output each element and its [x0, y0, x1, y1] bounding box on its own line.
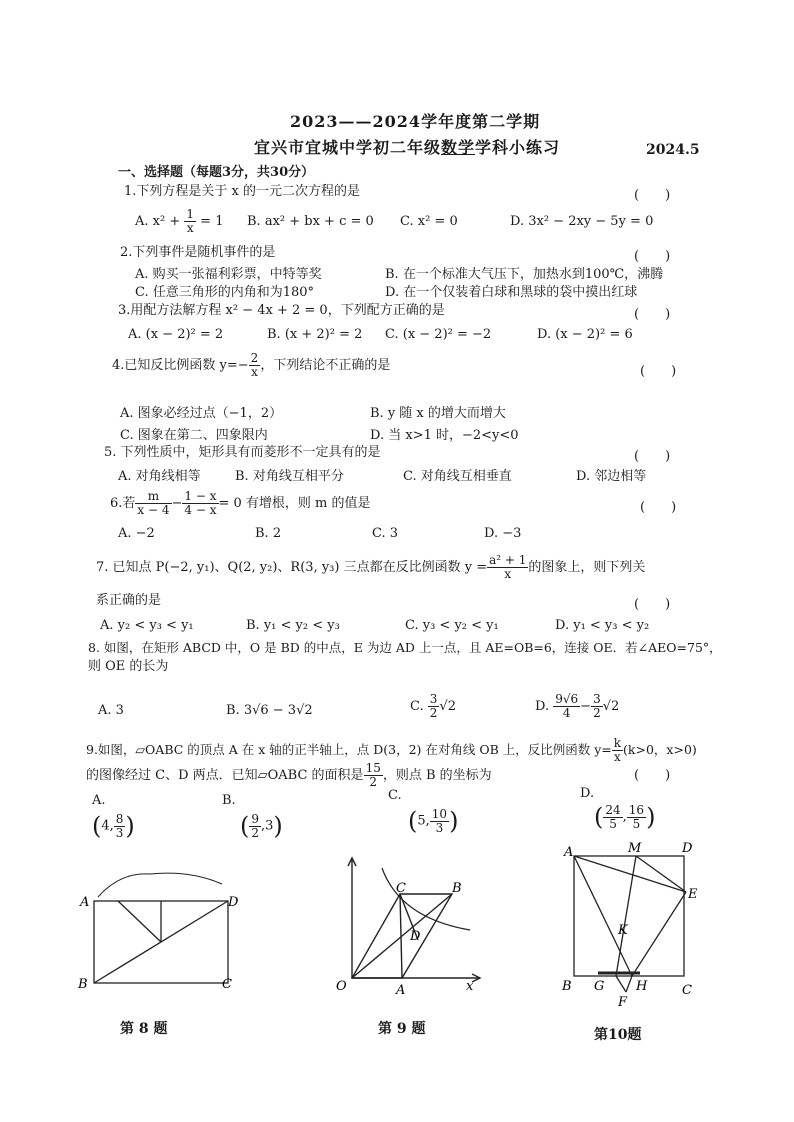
q6-option-d: D. −3 — [484, 526, 522, 541]
q1-option-d: D. 3x² − 2xy − 5y = 0 — [510, 214, 654, 229]
q9-a-x: 4, — [101, 818, 114, 834]
q4-option-b: B. y 随 x 的增大而增大 — [370, 406, 506, 421]
q9-option-c: C. (5, $\frac{10}{3}$ ) — [388, 788, 459, 835]
q9-b-num: 9 — [251, 811, 260, 826]
q1-a-post: = 1 — [200, 214, 224, 229]
q6-post: = 0 有增根，则 m 的值是 — [218, 496, 371, 511]
q4-option-c: C. 图象在第二、四象限内 — [120, 428, 268, 443]
q8-d-d2: 2 — [593, 706, 601, 720]
q6-answer-paren: ( ) — [640, 500, 677, 515]
q9-s-den: 2 — [369, 775, 378, 789]
q6-pre: 6.若 — [110, 496, 136, 511]
q3-option-b: B. (x + 2)² = 2 — [267, 327, 363, 342]
q7-answer-paren: ( ) — [634, 597, 671, 612]
q8-d-post: √2 — [602, 699, 620, 714]
q7-stem-pre: 7. 已知点 P(−2, y₁)、Q(2, y₂)、R(3, y₃) 三点都在反比例函数 y = — [96, 560, 488, 575]
q1-answer-paren: ( ) — [634, 188, 671, 203]
q2-option-a: A. 购买一张福利彩票，中特等奖 — [135, 267, 322, 282]
fig10-label-b: B — [562, 979, 572, 994]
q7-option-a: A. y₂ < y₃ < y₁ — [100, 618, 194, 633]
fig8-label-d: D — [228, 895, 239, 910]
q9-s-num: 15 — [365, 761, 381, 775]
q6-option-a: A. −2 — [118, 526, 155, 541]
q7-option-d: D. y₁ < y₃ < y₂ — [555, 618, 650, 633]
q6-option-c: C. 3 — [372, 526, 399, 541]
subject: 数学 — [441, 138, 476, 157]
q3-option-a: A. (x − 2)² = 2 — [128, 327, 224, 342]
fig10-label-k: K — [618, 923, 628, 938]
q2-answer-paren: ( ) — [634, 249, 671, 264]
q8-c-post: √2 — [439, 699, 456, 714]
fig9-label-b: B — [452, 881, 462, 896]
q1-a-label: A. — [135, 214, 149, 229]
q8-c-num: 3 — [429, 692, 438, 706]
q1-option-c: C. x² = 0 — [400, 214, 458, 229]
q9-d-label: D. — [580, 786, 595, 801]
q6-d1: x − 4 — [137, 503, 170, 517]
fig10-label-f: F — [618, 995, 628, 1010]
q9-a-den: 3 — [115, 825, 124, 840]
q9-a-num: 8 — [115, 811, 124, 826]
q9-stem2-post: ，则点 B 的坐标为 — [382, 768, 492, 783]
q5-answer-paren: ( ) — [634, 449, 671, 464]
fig8-caption: 第 8 题 — [120, 1021, 168, 1037]
q5-option-a: A. 对角线相等 — [118, 469, 201, 484]
fig10-caption: 第10题 — [594, 1027, 642, 1043]
q9-d-n1: 24 — [605, 802, 621, 817]
q1-a-pre: x² + — [152, 214, 181, 229]
q2-option-b: B. 在一个标准大气压下，加热水到100℃，沸腾 — [385, 267, 664, 282]
header-line1: 2023——2024学年度第二学期 — [290, 112, 541, 131]
fig9-label-d: D — [410, 929, 421, 944]
q9-b-y: ,3 — [261, 818, 274, 834]
q8-d-d1: 4 — [562, 706, 571, 720]
q7-num: a² + 1 — [489, 553, 527, 567]
q9-option-a: A. (4, $\frac{8}{3}$ ) — [92, 793, 135, 840]
fig8-label-a: A — [80, 895, 90, 910]
q8-d-n2: 3 — [593, 692, 601, 706]
q8-stem: 8. 如图，在矩形 ABCD 中，O 是 BD 的中点，E 为边 AD 上一点，且 AE=OB=6，连接 OE．若∠AEO=75°， — [88, 640, 722, 655]
fig9-caption: 第 9 题 — [378, 1021, 426, 1037]
q8-option-a: A. 3 — [98, 703, 124, 718]
q3-option-c: C. (x − 2)² = −2 — [385, 327, 492, 342]
fig10-label-a: A — [564, 845, 574, 860]
q7-option-c: C. y₃ < y₂ < y₁ — [405, 618, 499, 633]
q8-stem2: 则 OE 的长为 — [88, 659, 169, 674]
q4-option-a: A. 图象必经过点（−1，2） — [120, 406, 283, 421]
q8-d-n1: 9√6 — [555, 692, 579, 706]
fig9-label-c: C — [396, 881, 406, 896]
q9-k: k — [613, 736, 622, 750]
q9-c-x: 5, — [417, 813, 430, 829]
q2-option-c: C. 任意三角形的内角和为180° — [135, 285, 315, 300]
fig9-label-x: x — [466, 979, 474, 994]
q6-n1: m — [135, 490, 171, 504]
q9-stem-text: 9.如图，▱OABC 的顶点 A 在 x 轴的正半轴上，点 D(3，2) 在对角线 OB 上，反比例函数 y= — [86, 742, 612, 757]
fig10-label-g: G — [594, 979, 605, 994]
q5-option-d: D. 邻边相等 — [576, 469, 647, 484]
q3-answer-paren: ( ) — [634, 307, 671, 322]
q9-x: x — [614, 750, 621, 764]
practice-label: 学科小练习 — [475, 138, 561, 157]
q4-option-d: D. 当 x>1 时，−2<y<0 — [370, 428, 519, 443]
q1-stem: 1.下列方程是关于 x 的一元二次方程的是 — [124, 184, 360, 199]
q9-d-n2: 16 — [628, 802, 645, 817]
q7-den: x — [504, 567, 512, 581]
fig10-label-d: D — [682, 841, 693, 856]
q1-a-num: 1 — [186, 207, 195, 221]
q6-d2: 4 − x — [184, 503, 217, 517]
q1-option-b: B. ax² + bx + c = 0 — [247, 214, 374, 229]
q8-c-den: 2 — [429, 706, 438, 720]
q9-d-d2: 5 — [632, 816, 641, 831]
header-date: 2024.5 — [646, 142, 700, 158]
q9-b-label: B. — [222, 793, 236, 808]
q4-stem-pre: 4.已知反比例函数 y=− — [112, 358, 249, 373]
fig9-label-o: O — [336, 979, 347, 994]
q9-answer-paren: ( ) — [634, 768, 671, 783]
q9-a-label: A. — [92, 793, 106, 808]
q9-c-num: 10 — [431, 806, 448, 821]
q9-b-den: 2 — [251, 825, 260, 840]
fig10-label-h: H — [636, 979, 648, 994]
q2-option-d: D. 在一个仅装着白球和黑球的袋中摸出红球 — [385, 285, 638, 300]
q1-a-den: x — [186, 221, 194, 235]
q5-option-c: C. 对角线互相垂直 — [403, 469, 512, 484]
q9-d-d1: 5 — [609, 816, 617, 831]
q8-option-b: B. 3√6 − 3√2 — [226, 703, 313, 718]
q7-stem-post: 的图象上，则下列关 — [528, 560, 646, 575]
q4-answer-paren: ( ) — [640, 364, 677, 379]
q5-option-b: B. 对角线互相平分 — [235, 469, 344, 484]
q9-option-d: D. ( $\frac{24}{5}$ , $\frac{16}{5}$ ) — [580, 786, 656, 831]
fig10-label-m: M — [628, 841, 642, 856]
fig8-label-c: C — [222, 977, 232, 992]
school-name: 宜兴市宜城中学初二年级 — [254, 138, 442, 157]
q9-stem2-pre: 的图像经过 C、D 两点．已知▱OABC 的面积是 — [86, 768, 364, 783]
q3-option-d: D. (x − 2)² = 6 — [537, 327, 633, 342]
q9-c-den: 3 — [435, 820, 444, 835]
q2-stem: 2.下列事件是随机事件的是 — [120, 245, 276, 260]
q3-stem: 3.用配方法解方程 x² − 4x + 2 = 0，下列配方正确的是 — [118, 303, 445, 318]
q7-option-b: B. y₁ < y₂ < y₃ — [246, 618, 340, 633]
fig10-label-c: C — [682, 983, 692, 998]
q9-d-comma: , — [622, 809, 627, 825]
q9-option-b: B. ( $\frac{9}{2}$ ,3) — [222, 793, 283, 840]
q4-den: x — [251, 365, 258, 379]
fig10-label-e: E — [688, 887, 698, 902]
q5-stem: 5. 下列性质中，矩形具有而菱形不一定具有的是 — [104, 445, 381, 460]
section-title: 一、选择题（每题3分，共30分） — [118, 165, 315, 180]
q6-option-b: B. 2 — [255, 526, 282, 541]
q9-stem-post: (k>0，x>0) — [623, 742, 697, 757]
q4-num: 2 — [250, 351, 259, 365]
q6-n2: 1 − x — [184, 489, 217, 503]
q9-c-label: C. — [388, 788, 402, 803]
q6-mid: − — [171, 496, 183, 511]
q7-stem2: 系正确的是 — [96, 593, 162, 608]
fig9-label-a: A — [396, 983, 406, 998]
q8-c-label: C. — [410, 699, 424, 714]
fig8-label-b: B — [78, 977, 88, 992]
q8-d-label: D. — [535, 699, 550, 714]
q8-d-mid: − — [580, 699, 592, 714]
q4-stem-post: ，下列结论不正确的是 — [260, 358, 391, 373]
